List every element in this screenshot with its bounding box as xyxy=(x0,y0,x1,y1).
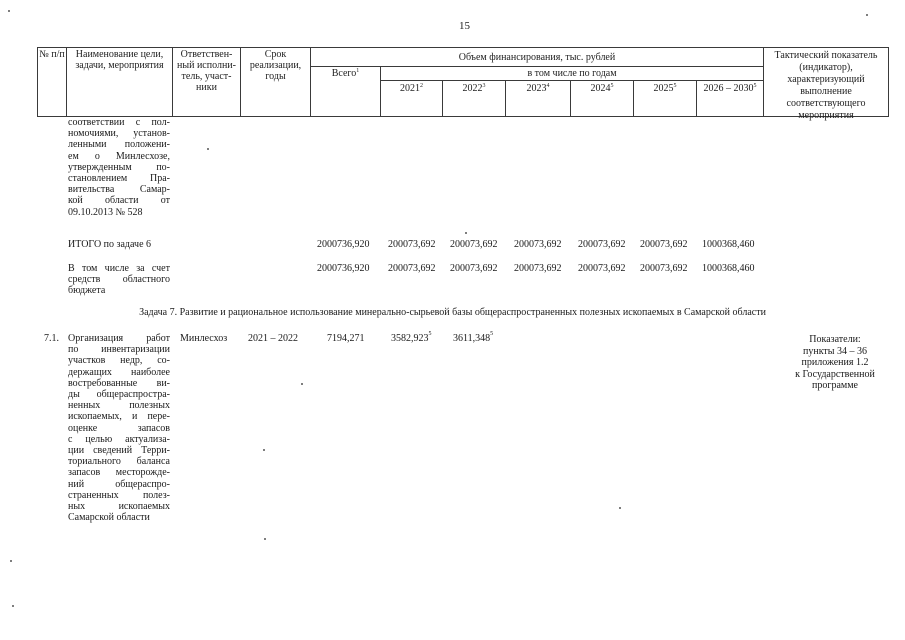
total-value: 200073,692 xyxy=(578,239,626,250)
header-year: 2024$^5$ xyxy=(590,83,614,94)
budget-value: 200073,692 xyxy=(388,263,436,274)
scan-speck xyxy=(301,383,303,385)
scan-speck xyxy=(866,14,868,16)
col-divider xyxy=(888,47,889,117)
total-value: 2000736,920 xyxy=(317,239,370,250)
budget-value: 200073,692 xyxy=(578,263,626,274)
total-value: 200073,692 xyxy=(388,239,436,250)
header-total: Всего$^1$ xyxy=(331,68,360,79)
fin-subheader-line xyxy=(310,66,763,67)
row71-total: 7194,271 xyxy=(327,333,365,344)
scan-speck xyxy=(12,605,14,607)
header-year: 2026 – 2030$^5$ xyxy=(703,83,757,94)
row71-2021: 3582,923$^5$ xyxy=(391,331,432,344)
header-indicator: Тактический показатель (индикатор), характеризующий выполнение соответствующего мероприятия xyxy=(774,50,878,121)
header-responsible: Ответствен-ный исполни-тель, участ-ники xyxy=(177,49,236,93)
total-value: 200073,692 xyxy=(640,239,688,250)
row71-name: Организация работ по инвентаризации участков недр, со- держащих наиболее востребованные ви- ды общераспростра- ненных полезных ископаемых, и пере- оценке запасов с целью актуализа- ции сведений Терри- ториального баланса запасов месторожде- ний общераспро- страненных полез- ных ископаемых Самарской области xyxy=(68,333,170,524)
budget-value: 200073,692 xyxy=(450,263,498,274)
row71-2022: 3611,348$^5$ xyxy=(453,331,494,344)
budget-value: 1000368,460 xyxy=(702,263,755,274)
scan-speck xyxy=(207,148,209,150)
header-year: 2025$^5$ xyxy=(653,83,677,94)
header-year: 2023$^4$ xyxy=(526,83,550,94)
header-year: 2022$^3$ xyxy=(462,83,486,94)
total-value: 200073,692 xyxy=(514,239,562,250)
scan-speck xyxy=(264,538,266,540)
header-year: 2021$^2$ xyxy=(400,83,423,94)
header-financing: Объем финансирования, тыс. рублей xyxy=(458,52,616,63)
years-subheader-line xyxy=(380,80,763,81)
header-term: Срок реализации, годы xyxy=(249,49,302,82)
continued-text: соответствии с пол- номочиями, установ- ленными положени- ем о Минлесхозе, утвержденным по- становлением Пра- вительства Самар- кой области от 09.10.2013 № 528 xyxy=(68,117,170,218)
scan-speck xyxy=(10,560,12,562)
header-by-years: в том числе по годам xyxy=(527,68,617,79)
total-value: 200073,692 xyxy=(450,239,498,250)
table-border-top xyxy=(37,47,889,48)
scan-speck xyxy=(619,507,621,509)
row71-indicator: Показатели: пункты 34 – 36 приложения 1.2 к Государственной программе xyxy=(795,334,875,392)
scan-speck xyxy=(263,449,265,451)
header-num: № п/п xyxy=(39,49,65,60)
budget-value: 2000736,920 xyxy=(317,263,370,274)
total-value: 1000368,460 xyxy=(702,239,755,250)
header-name: Наименование цели, задачи, мероприятия xyxy=(75,49,164,71)
budget-row-label: В том числе за счет средств областного бюджета xyxy=(68,263,170,297)
task7-title: Задача 7. Развитие и рациональное использование минерально-сырьевой базы общераспространенных полезных ископаемых в Самарской области xyxy=(139,307,766,318)
row71-responsible: Минлесхоз xyxy=(180,333,228,344)
budget-value: 200073,692 xyxy=(514,263,562,274)
budget-value: 200073,692 xyxy=(640,263,688,274)
total-row-label: ИТОГО по задаче 6 xyxy=(68,239,152,250)
scan-speck xyxy=(465,232,467,234)
col-divider xyxy=(763,47,764,117)
row-number: 7.1. xyxy=(44,333,59,344)
page-number: 15 xyxy=(459,20,470,32)
scan-speck xyxy=(8,10,10,12)
row71-term: 2021 – 2022 xyxy=(248,333,298,344)
